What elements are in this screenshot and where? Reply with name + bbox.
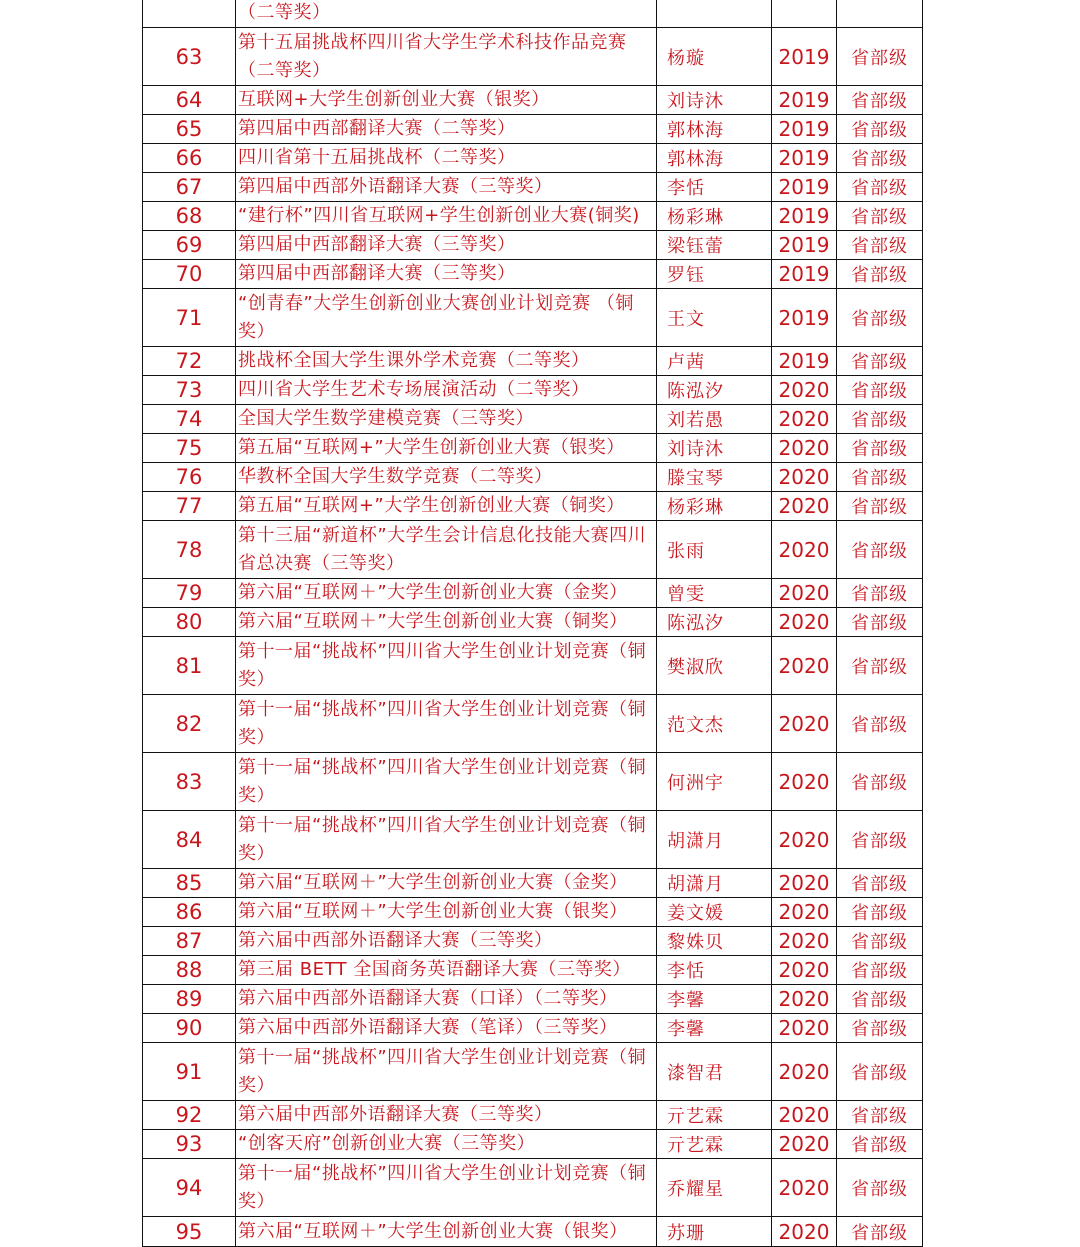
award-name: 四川省大学生艺术专场展演活动（二等奖） (236, 376, 657, 405)
winner-name: 杨彩琳 (657, 202, 772, 231)
award-level: 省部级 (837, 637, 923, 695)
winner-name: 杨彩琳 (657, 492, 772, 521)
award-level: 省部级 (837, 231, 923, 260)
award-level: 省部级 (837, 173, 923, 202)
row-number: 69 (143, 231, 236, 260)
table-row (143, 753, 923, 811)
winner-name: 胡潇月 (657, 811, 772, 869)
award-year: 2020 (772, 811, 837, 869)
winner-name: 张雨 (657, 521, 772, 579)
award-level: 省部级 (837, 869, 923, 898)
award-level: 省部级 (837, 695, 923, 753)
award-year: 2020 (772, 434, 837, 463)
winner-name: 樊淑欣 (657, 637, 772, 695)
award-name: 第十五届挑战杯四川省大学生学术科技作品竞赛（二等奖） (236, 28, 657, 86)
award-year: 2020 (772, 405, 837, 434)
award-level: 省部级 (837, 898, 923, 927)
award-level: 省部级 (837, 144, 923, 173)
row-number: 86 (143, 898, 236, 927)
award-level: 省部级 (837, 492, 923, 521)
row-number: 83 (143, 753, 236, 811)
award-level: 省部级 (837, 753, 923, 811)
row-number: 64 (143, 86, 236, 115)
award-level: 省部级 (837, 1130, 923, 1159)
award-name: 第十一届“挑战杯”四川省大学生创业计划竞赛（铜奖） (236, 1043, 657, 1101)
row-number: 78 (143, 521, 236, 579)
winner-name: 苏珊 (657, 1217, 772, 1247)
table-row (143, 985, 923, 1014)
award-level: 省部级 (837, 86, 923, 115)
award-year: 2019 (772, 289, 837, 347)
award-name: 第六届中西部外语翻译大赛（三等奖） (236, 1101, 657, 1130)
award-name: 第十一届“挑战杯”四川省大学生创业计划竞赛（铜奖） (236, 695, 657, 753)
award-name: 挑战杯全国大学生课外学术竞赛（二等奖） (236, 347, 657, 376)
row-number: 81 (143, 637, 236, 695)
award-year (772, 0, 837, 28)
winner-name: 范文杰 (657, 695, 772, 753)
award-year: 2020 (772, 869, 837, 898)
winner-name: 陈泓汐 (657, 376, 772, 405)
award-level: 省部级 (837, 260, 923, 289)
award-name: 第五届“互联网+”大学生创新创业大赛（铜奖） (236, 492, 657, 521)
table-row (143, 202, 923, 231)
award-name: “创客天府”创新创业大赛（三等奖） (236, 1130, 657, 1159)
table-row (143, 1130, 923, 1159)
table-row (143, 811, 923, 869)
row-number: 94 (143, 1159, 236, 1217)
table-row (143, 376, 923, 405)
winner-name: 漆智君 (657, 1043, 772, 1101)
award-level: 省部级 (837, 956, 923, 985)
award-name: 第十一届“挑战杯”四川省大学生创业计划竞赛（铜奖） (236, 753, 657, 811)
award-level: 省部级 (837, 434, 923, 463)
row-number: 70 (143, 260, 236, 289)
winner-name: 陈泓汐 (657, 608, 772, 637)
row-number: 65 (143, 115, 236, 144)
table-row (143, 956, 923, 985)
award-level: 省部级 (837, 1101, 923, 1130)
award-year: 2019 (772, 231, 837, 260)
award-level: 省部级 (837, 28, 923, 86)
row-number: 79 (143, 579, 236, 608)
award-year: 2019 (772, 347, 837, 376)
award-name: 第六届中西部外语翻译大赛（口译）（二等奖） (236, 985, 657, 1014)
winner-name: 曾雯 (657, 579, 772, 608)
award-name: 第十一届“挑战杯”四川省大学生创业计划竞赛（铜奖） (236, 637, 657, 695)
row-number: 72 (143, 347, 236, 376)
award-level: 省部级 (837, 608, 923, 637)
winner-name: 李馨 (657, 1014, 772, 1043)
table-row (143, 347, 923, 376)
award-level: 省部级 (837, 347, 923, 376)
winner-name: 梁钰蕾 (657, 231, 772, 260)
table-row (143, 1159, 923, 1217)
award-year: 2020 (772, 985, 837, 1014)
award-level: 省部级 (837, 1014, 923, 1043)
award-name: “创青春”大学生创新创业大赛创业计划竞赛 （铜奖） (236, 289, 657, 347)
row-number: 76 (143, 463, 236, 492)
award-year: 2019 (772, 260, 837, 289)
table-row (143, 492, 923, 521)
award-year: 2019 (772, 28, 837, 86)
row-number: 90 (143, 1014, 236, 1043)
award-level: 省部级 (837, 927, 923, 956)
award-level: 省部级 (837, 289, 923, 347)
table-row (143, 405, 923, 434)
table-row (143, 1043, 923, 1101)
table-row (143, 115, 923, 144)
winner-name: 乔耀星 (657, 1159, 772, 1217)
row-number: 66 (143, 144, 236, 173)
row-number: 87 (143, 927, 236, 956)
winner-name: 姜文媛 (657, 898, 772, 927)
table-row (143, 463, 923, 492)
award-name: （二等奖） (236, 0, 657, 28)
table-row (143, 144, 923, 173)
table-row (143, 608, 923, 637)
award-year: 2019 (772, 173, 837, 202)
row-number: 92 (143, 1101, 236, 1130)
winner-name: 胡潇月 (657, 869, 772, 898)
award-year: 2020 (772, 637, 837, 695)
award-level: 省部级 (837, 1159, 923, 1217)
award-name: 第五届“互联网+”大学生创新创业大赛（银奖） (236, 434, 657, 463)
winner-name: 刘诗沐 (657, 434, 772, 463)
winner-name: 郭林海 (657, 115, 772, 144)
award-year: 2019 (772, 144, 837, 173)
award-name: 第六届中西部外语翻译大赛（笔译）（三等奖） (236, 1014, 657, 1043)
award-level: 省部级 (837, 115, 923, 144)
award-level: 省部级 (837, 1217, 923, 1247)
awards-table-body (143, 0, 923, 1247)
row-number: 63 (143, 28, 236, 86)
award-level: 省部级 (837, 1043, 923, 1101)
award-year: 2020 (772, 608, 837, 637)
award-level: 省部级 (837, 202, 923, 231)
table-row (143, 637, 923, 695)
award-name: “建行杯”四川省互联网+学生创新创业大赛(铜奖) (236, 202, 657, 231)
award-name: 第四届中西部外语翻译大赛（三等奖） (236, 173, 657, 202)
award-name: 第十一届“挑战杯”四川省大学生创业计划竞赛（铜奖） (236, 1159, 657, 1217)
row-number: 74 (143, 405, 236, 434)
award-year: 2020 (772, 521, 837, 579)
row-number: 82 (143, 695, 236, 753)
row-number: 85 (143, 869, 236, 898)
winner-name: 王文 (657, 289, 772, 347)
award-name: 互联网+大学生创新创业大赛（银奖） (236, 86, 657, 115)
table-row (143, 579, 923, 608)
award-level: 省部级 (837, 405, 923, 434)
award-year: 2019 (772, 115, 837, 144)
award-year: 2020 (772, 1159, 837, 1217)
winner-name (657, 0, 772, 28)
table-row (143, 0, 923, 28)
row-number: 71 (143, 289, 236, 347)
award-name: 第六届“互联网＋”大学生创新创业大赛（金奖） (236, 869, 657, 898)
award-year: 2020 (772, 695, 837, 753)
award-level: 省部级 (837, 463, 923, 492)
award-level: 省部级 (837, 811, 923, 869)
row-number: 67 (143, 173, 236, 202)
award-name: 第十三届“新道杯”大学生会计信息化技能大赛四川省总决赛（三等奖） (236, 521, 657, 579)
award-year: 2019 (772, 202, 837, 231)
winner-name: 刘诗沐 (657, 86, 772, 115)
award-name: 第四届中西部翻译大赛（二等奖） (236, 115, 657, 144)
award-year: 2020 (772, 1043, 837, 1101)
award-level: 省部级 (837, 376, 923, 405)
winner-name: 刘若愚 (657, 405, 772, 434)
table-row (143, 86, 923, 115)
winner-name: 黎姝贝 (657, 927, 772, 956)
table-row (143, 927, 923, 956)
row-number: 68 (143, 202, 236, 231)
award-name: 第四届中西部翻译大赛（三等奖） (236, 260, 657, 289)
winner-name: 卢茜 (657, 347, 772, 376)
row-number: 91 (143, 1043, 236, 1101)
row-number: 93 (143, 1130, 236, 1159)
table-row (143, 434, 923, 463)
row-number: 84 (143, 811, 236, 869)
award-year: 2020 (772, 753, 837, 811)
award-year: 2019 (772, 86, 837, 115)
row-number: 88 (143, 956, 236, 985)
row-number: 80 (143, 608, 236, 637)
table-row (143, 260, 923, 289)
award-name: 第十一届“挑战杯”四川省大学生创业计划竞赛（铜奖） (236, 811, 657, 869)
award-name: 四川省第十五届挑战杯（二等奖） (236, 144, 657, 173)
winner-name: 亓艺霖 (657, 1130, 772, 1159)
award-year: 2020 (772, 1101, 837, 1130)
award-name: 第六届“互联网＋”大学生创新创业大赛（铜奖） (236, 608, 657, 637)
award-year: 2020 (772, 1217, 837, 1247)
winner-name: 杨璇 (657, 28, 772, 86)
award-name: 第三届 BETT 全国商务英语翻译大赛（三等奖） (236, 956, 657, 985)
table-row (143, 28, 923, 86)
row-number: 95 (143, 1217, 236, 1247)
table-row (143, 521, 923, 579)
row-number: 89 (143, 985, 236, 1014)
award-year: 2020 (772, 579, 837, 608)
winner-name: 李馨 (657, 985, 772, 1014)
award-name: 第六届“互联网＋”大学生创新创业大赛（银奖） (236, 898, 657, 927)
table-row (143, 173, 923, 202)
award-year: 2020 (772, 927, 837, 956)
table-row (143, 1217, 923, 1247)
row-number: 75 (143, 434, 236, 463)
row-number: 73 (143, 376, 236, 405)
winner-name: 亓艺霖 (657, 1101, 772, 1130)
table-row (143, 231, 923, 260)
award-name: 华教杯全国大学生数学竞赛（二等奖） (236, 463, 657, 492)
award-year: 2020 (772, 1014, 837, 1043)
award-year: 2020 (772, 1130, 837, 1159)
award-level: 省部级 (837, 579, 923, 608)
award-name: 第四届中西部翻译大赛（三等奖） (236, 231, 657, 260)
row-number (143, 0, 236, 28)
award-level: 省部级 (837, 521, 923, 579)
award-level: 省部级 (837, 985, 923, 1014)
award-name: 第六届“互联网＋”大学生创新创业大赛（金奖） (236, 579, 657, 608)
awards-table (142, 0, 923, 1247)
award-name: 第六届“互联网＋”大学生创新创业大赛（银奖） (236, 1217, 657, 1247)
winner-name: 罗钰 (657, 260, 772, 289)
winner-name: 何洲宇 (657, 753, 772, 811)
table-row (143, 695, 923, 753)
award-year: 2020 (772, 956, 837, 985)
table-row (143, 898, 923, 927)
award-year: 2020 (772, 898, 837, 927)
table-row (143, 1014, 923, 1043)
table-row (143, 1101, 923, 1130)
table-row (143, 869, 923, 898)
row-number: 77 (143, 492, 236, 521)
winner-name: 李恬 (657, 956, 772, 985)
award-level (837, 0, 923, 28)
award-year: 2020 (772, 492, 837, 521)
award-year: 2020 (772, 376, 837, 405)
winner-name: 滕宝琴 (657, 463, 772, 492)
award-name: 第六届中西部外语翻译大赛（三等奖） (236, 927, 657, 956)
award-year: 2020 (772, 463, 837, 492)
table-row (143, 289, 923, 347)
award-name: 全国大学生数学建模竞赛（三等奖） (236, 405, 657, 434)
winner-name: 郭林海 (657, 144, 772, 173)
winner-name: 李恬 (657, 173, 772, 202)
